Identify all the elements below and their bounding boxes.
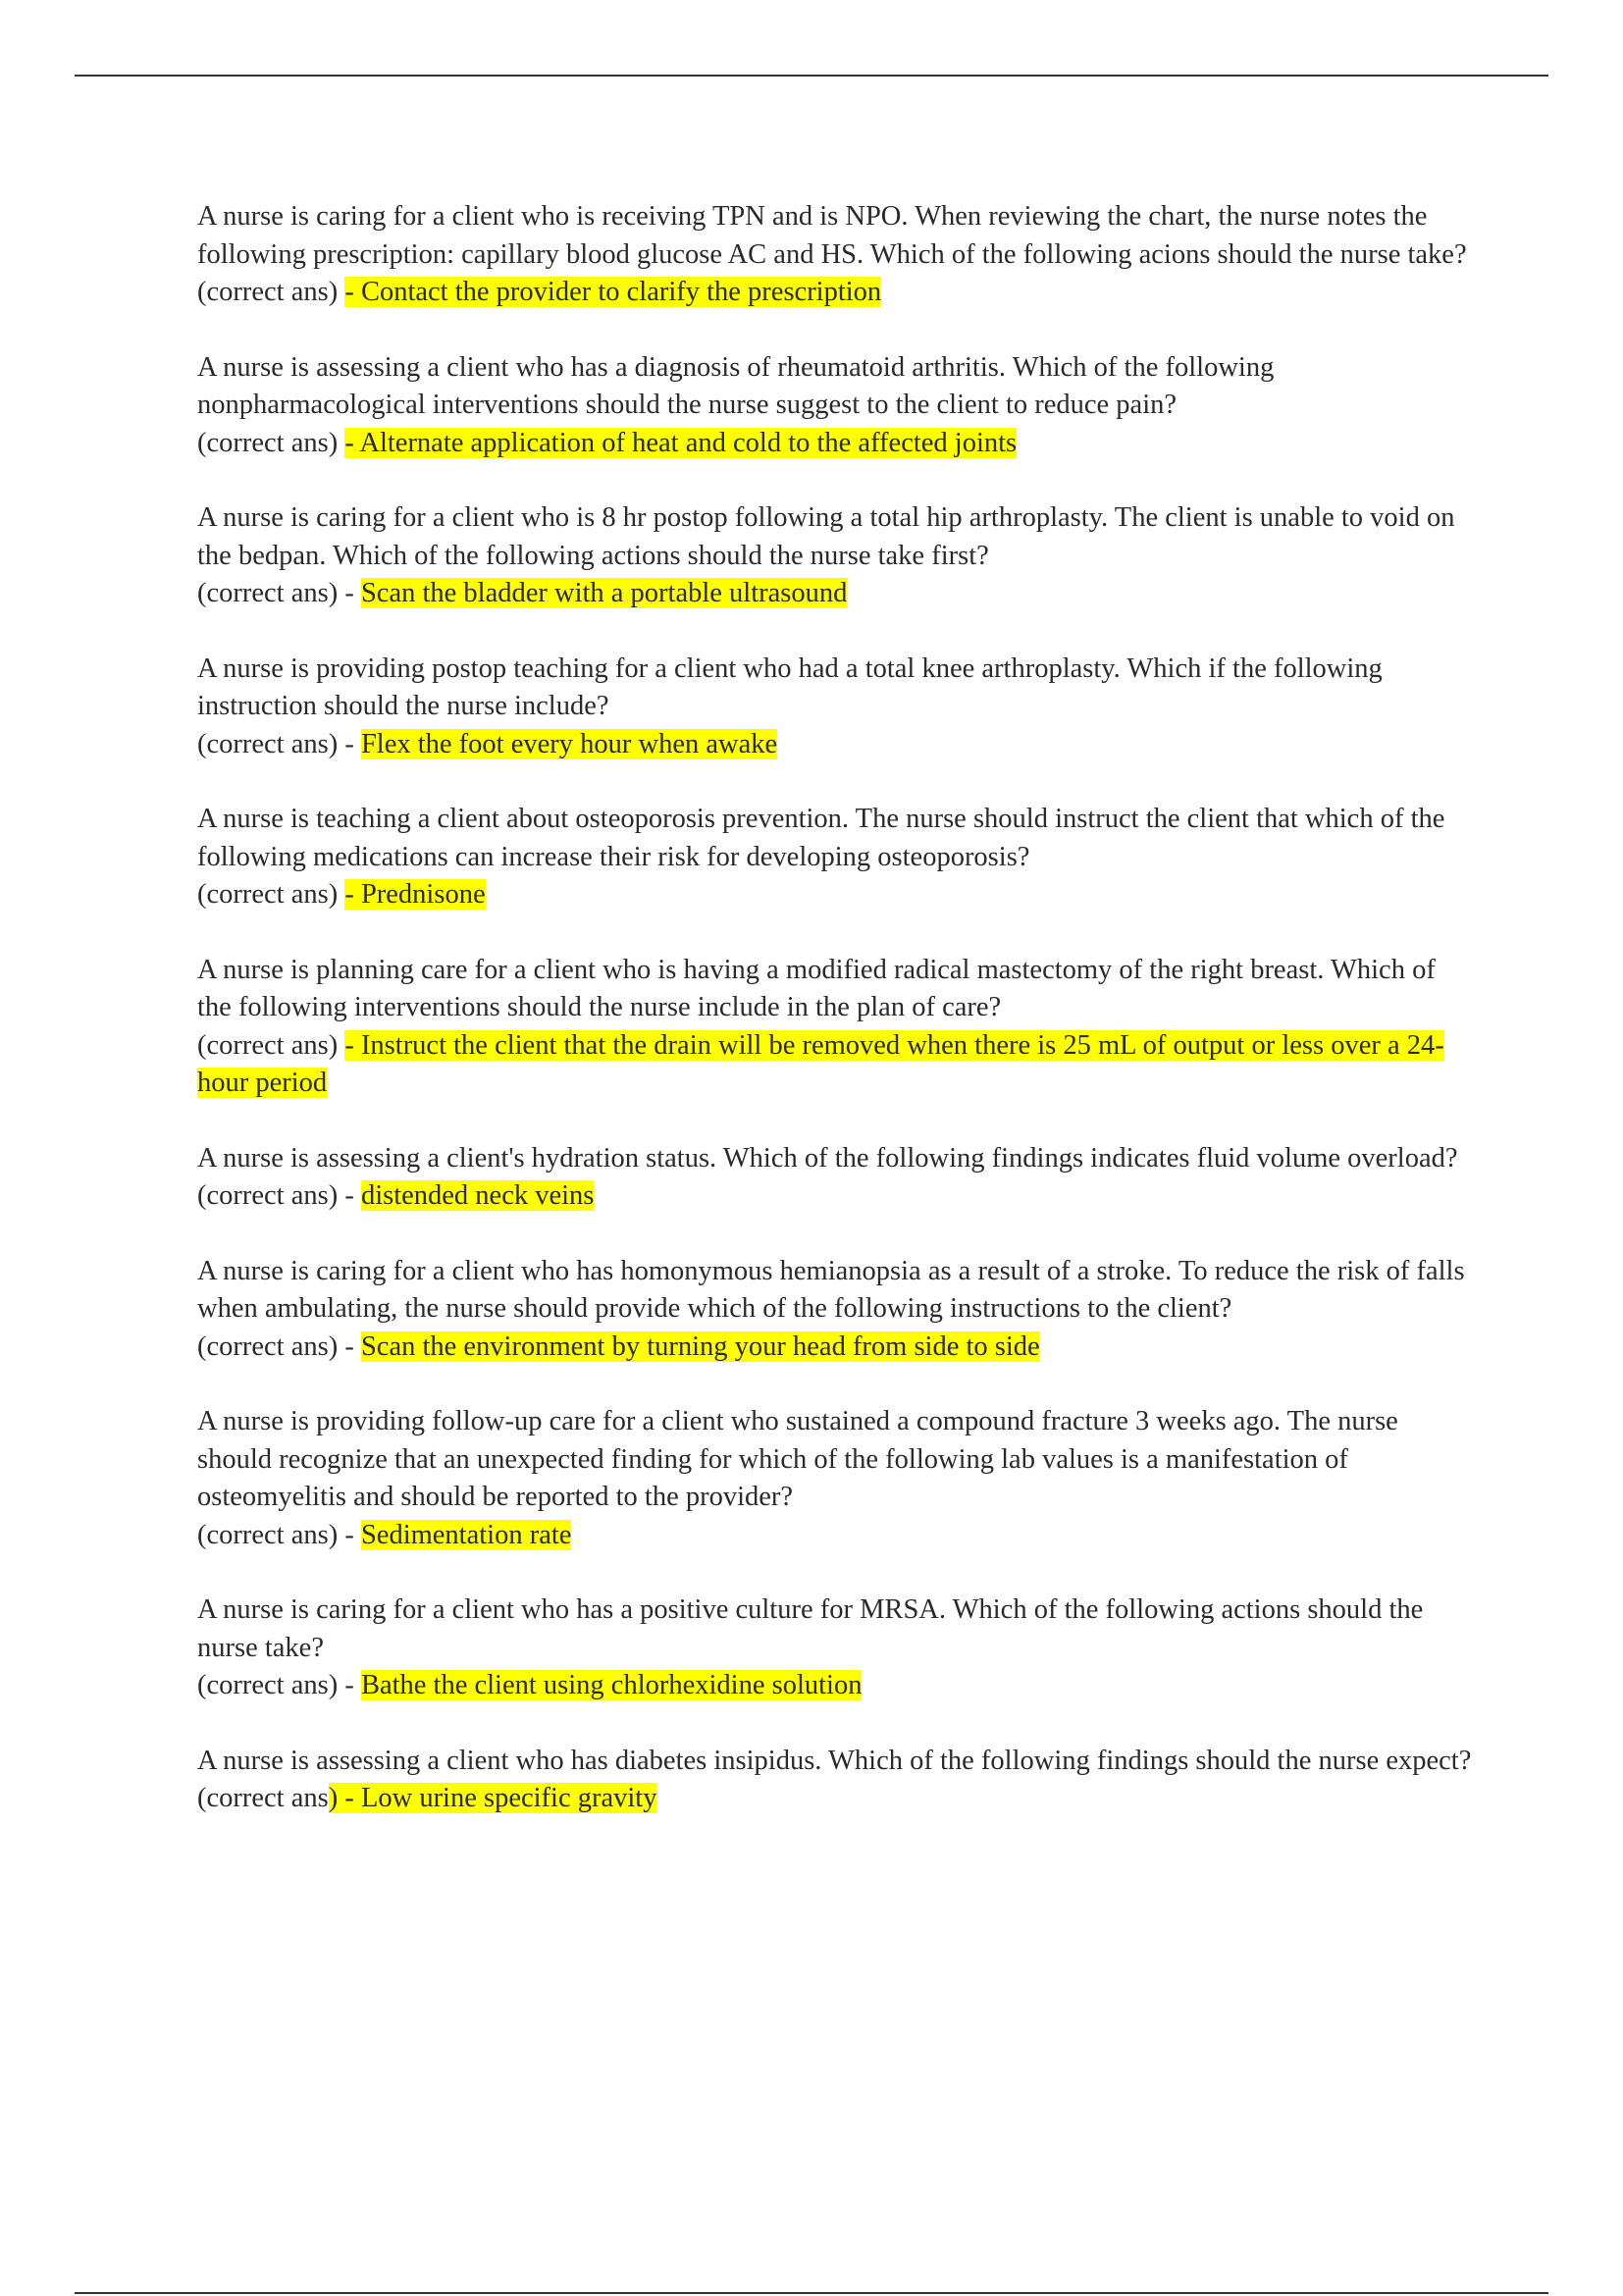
answer-highlight: Sedimentation rate (360, 1519, 572, 1550)
answer-prefix: (correct ans) - (197, 578, 361, 608)
answer-highlight: distended neck veins (360, 1180, 595, 1211)
answer-highlight: - Prednisone (344, 879, 486, 910)
answer-highlight: ) - Low urine specific gravity (328, 1783, 657, 1813)
question-text: A nurse is providing postop teaching for a client who had a total knee arthroplasty. Which if the following instruction should the nurse include? (197, 652, 1383, 721)
question-text: A nurse is assessing a client who has diabetes insipidus. Which of the following findings should the nurse expect? (correct ans (197, 1745, 1472, 1813)
question-text: A nurse is planning care for a client who is having a modified radical mastectomy of the right breast. Which of the following interventions should the nurse include in the plan of care? (197, 954, 1436, 1022)
question-text: A nurse is assessing a client's hydration status. Which of the following findings indicates fluid volume overload? (197, 1142, 1458, 1174)
qa-item (197, 349, 1473, 463)
qa-item (197, 198, 1473, 312)
question-text: A nurse is caring for a client who has a positive culture for MRSA. Which of the following actions should the nurse take? (197, 1594, 1424, 1663)
bottom-rule (75, 2292, 1548, 2294)
question-text: A nurse is providing follow-up care for a client who sustained a compound fracture 3 weeks ago. The nurse should recognize that an unexpected finding for which of the following lab values is a manifestation of osteomyelitis and should be reported to the provider? (197, 1406, 1398, 1512)
answer-prefix: (correct ans) (197, 277, 345, 307)
answer-prefix: (correct ans) (197, 879, 345, 910)
answer-highlight: Scan the environment by turning your head from side to side (360, 1331, 1040, 1362)
qa-item (197, 1592, 1473, 1705)
qa-item (197, 1743, 1473, 1818)
qa-item (197, 1140, 1473, 1216)
answer-prefix: (correct ans) - (197, 1670, 361, 1700)
qa-item (197, 952, 1473, 1103)
qa-item (197, 1403, 1473, 1554)
qa-item (197, 651, 1473, 764)
question-text: A nurse is assessing a client who has a diagnosis of rheumatoid arthritis. Which of the following nonpharmacological interventions should the nurse suggest to the client to reduce pain? (197, 351, 1275, 420)
answer-highlight: - Instruct the client that the drain will be removed when there is 25 mL of output or less over a 24-hour period (197, 1029, 1444, 1098)
top-rule (75, 75, 1548, 77)
answer-highlight: - Contact the provider to clarify the prescription (344, 277, 882, 307)
answer-prefix: (correct ans) - (197, 1519, 361, 1550)
question-text: A nurse is caring for a client who is 8 hr postop following a total hip arthroplasty. The client is unable to void on the bedpan. Which of the following actions should the nurse take first? (197, 502, 1455, 571)
qa-item (197, 499, 1473, 613)
answer-prefix: (correct ans) (197, 1029, 345, 1061)
question-text: A nurse is teaching a client about osteoporosis prevention. The nurse should instruct the client that which of the following medications can increase their risk for developing osteoporosis? (197, 804, 1445, 872)
answer-prefix: (correct ans) - (197, 728, 361, 759)
qa-list (197, 198, 1473, 1855)
question-text: A nurse is caring for a client who has homonymous hemianopsia as a result of a stroke. To reduce the risk of falls when ambulating, the nurse should provide which of the following instructions to the client? (197, 1255, 1465, 1324)
answer-highlight: - Alternate application of heat and cold to the affected joints (344, 427, 1018, 458)
qa-item (197, 801, 1473, 914)
answer-prefix: (correct ans) - (197, 1180, 361, 1211)
answer-highlight: Flex the foot every hour when awake (360, 728, 778, 759)
answer-prefix: (correct ans) (197, 427, 345, 458)
answer-highlight: Scan the bladder with a portable ultrasound (360, 578, 848, 608)
qa-item (197, 1253, 1473, 1367)
question-text: A nurse is caring for a client who is receiving TPN and is NPO. When reviewing the chart, the nurse notes the following prescription: capillary blood glucose AC and HS. Which of the following acions should the nurse take? (197, 201, 1467, 270)
answer-highlight: Bathe the client using chlorhexidine solution (360, 1670, 863, 1700)
answer-prefix: (correct ans) - (197, 1331, 361, 1362)
